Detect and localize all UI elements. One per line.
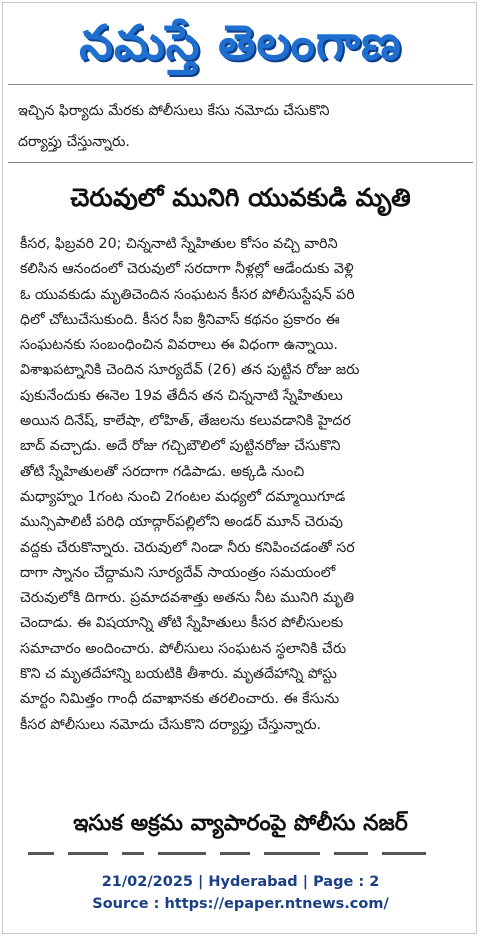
- text-line: అయిన దినేష్, కాలేషా, లోహిత్, తేజలను కలువడానికి హైదర: [20, 413, 351, 430]
- text-line: తోటి స్నేహితులతో సరదాగా గడిపాడు. అక్కడి నుంచి: [20, 463, 305, 480]
- text-line: దర్యాప్తు చేస్తున్నారు.: [18, 134, 130, 150]
- text-line: కీసర పోలీసులు నమోదు చేసుకొని దర్యాప్తు చేస్తున్నారు.: [20, 716, 322, 733]
- masthead-title: నమస్తే తెలంగాణ: [79, 15, 402, 71]
- article-body: [20, 232, 470, 738]
- top-paragraph: [18, 96, 468, 158]
- text-line: పుకునేందుకు ఈనెల 19వ తేదీన తన చిన్ననాటి స్నేహితులు: [20, 387, 343, 404]
- text-line: మధ్యాహ్నం 1గంట నుంచి 2గంటల మధ్యలో దమ్మాయిగూడ: [20, 488, 346, 505]
- text-line: దాగా స్నానం చేద్దామని సూర్యదేవ్ సాయంత్రం సమయంలో: [20, 564, 336, 581]
- text-line: చెందాడు. ఈ విషయాన్ని తోటి స్నేహితులు కీసర పోలీసులకు: [20, 615, 344, 632]
- text-line: మార్టం నిమిత్తం గాంధీ దవాఖానకు తరలించారు. ఈ కేసును: [20, 691, 340, 708]
- article-headline: ఇసుక అక్రమ వ్యాపారంపై పోలీసు నజర్: [73, 811, 408, 836]
- text-line: ఓ యువకుడు మృతిచెందిన సంఘటన కీసర పోలీసుస్టేషన్ పరి: [20, 286, 355, 303]
- text-line: సమాచారం అందించారు. పోలీసులు సంఘటన స్థలానికి చేరు: [20, 640, 347, 657]
- text-line: సంఘటనకు సంబంధించిన వివరాలు ఈ విధంగా ఉన్నాయి.: [20, 337, 338, 354]
- text-line: ఇచ్చిన ఫిర్యాదు మేరకు పోలీసులు కేసు నమోదు చేసుకొని: [18, 103, 330, 119]
- text-line: విశాఖపట్నానికి చెందిన సూర్యదేవ్ (26) తన పుట్టిన రోజు జరు: [20, 362, 360, 379]
- text-line: ధిలో చోటుచేసుకుంది. కీసర సీఐ శ్రీనివాస్ కథనం ప్రకారం ఈ: [20, 311, 340, 328]
- footer-date-line: 21/02/2025 | Hyderabad | Page : 2: [101, 874, 380, 890]
- text-line: వద్దకు చేరుకొన్నారు. చెరువులో నిండా నీరు కనిపించడంతో సర: [20, 539, 355, 556]
- truncated-text-line: [28, 852, 448, 860]
- text-line: కలిసిన ఆనందంలో చెరువులో సరదాగా నీళ్లల్లో ఆడేందుకు వెళ్లి: [20, 261, 354, 278]
- section-divider: [8, 162, 473, 163]
- text-line: మున్సిపాలిటీ పరిధి యాద్గార్‌పల్లిలోని అండర్ మూన్ చెరువు: [20, 514, 343, 531]
- text-line: చెరువులోకి దిగారు. ప్రమాదవశాత్తు అతను నీట మునిగి మృతి: [20, 590, 355, 607]
- footer-source-line: Source : https://epaper.ntnews.com/: [92, 896, 389, 912]
- text-line: బాద్ వచ్చాడు. అదే రోజు గచ్చిబౌలిలో పుట్టినరోజు చేసుకొని: [20, 438, 341, 455]
- text-line: కీసర, ఫిబ్రవరి 20; చిన్ననాటి స్నేహితుల కోసం వచ్చి వారిని: [20, 236, 338, 252]
- masthead-divider: [8, 84, 473, 85]
- text-line: కొని చ మృతదేహాన్ని బయటికి తీశారు. మృతదేహాన్ని పోస్టు: [20, 666, 337, 683]
- article-headline: చెరువులో మునిగి యువకుడి మృతి: [70, 183, 411, 212]
